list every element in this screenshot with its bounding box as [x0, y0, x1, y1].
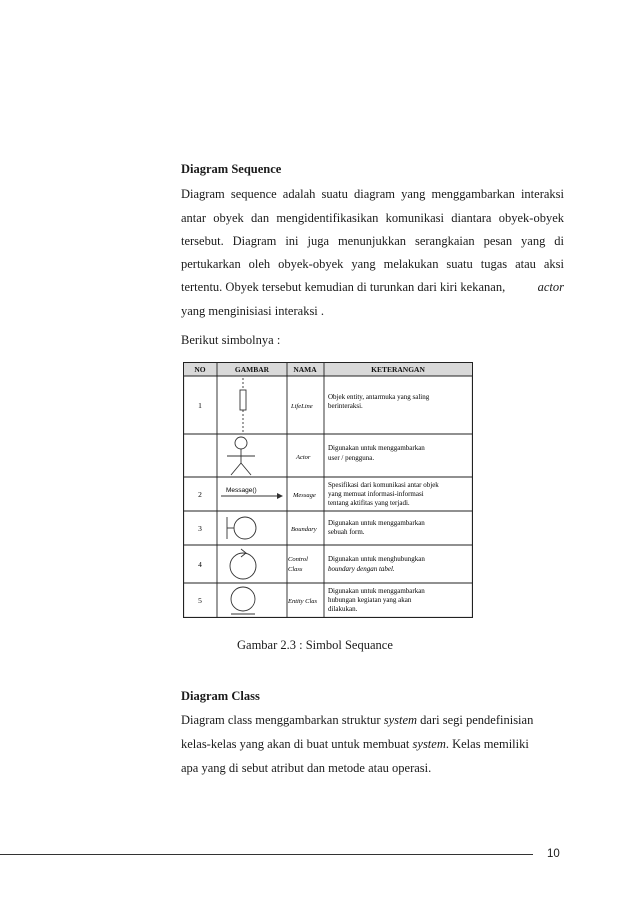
paragraph-line [181, 280, 564, 295]
row-no: 3 [198, 524, 202, 533]
section-heading-class: Diagram Class [181, 689, 260, 703]
paragraph-text: dari segi pendefinisian [420, 713, 534, 727]
paragraph-text: . Kelas memiliki [445, 737, 529, 751]
paragraph-line: pertukarkan oleh obyek-obyek yang melakukan suatu tugas atau aksi [181, 257, 564, 271]
col-header-gambar: GAMBAR [234, 365, 270, 374]
row-no: 5 [198, 596, 202, 605]
paragraph-text: kelas-kelas yang akan di buat untuk membuat [181, 737, 410, 751]
row-ket: Spesifikasi dari komunikasi antar objek [328, 481, 439, 489]
col-header-nama: NAMA [293, 365, 317, 374]
paragraph-line: Diagram sequence adalah suatu diagram yang menggambarkan interaksi [181, 187, 564, 201]
row-ket: yang memuat informasi-informasi [328, 490, 424, 498]
row-nama: Boundary [291, 526, 317, 533]
footer-divider [0, 854, 533, 855]
message-label: Message() [226, 487, 257, 494]
paragraph-italic-term: system [412, 737, 446, 751]
paragraph-italic-term: actor [537, 280, 564, 294]
paragraph-italic-term: system [383, 713, 418, 727]
symbol-table [183, 362, 473, 618]
paragraph-line [181, 737, 529, 752]
row-nama: Class [288, 566, 303, 573]
row-nama: Actor [296, 454, 311, 461]
row-ket: berinteraksi. [328, 402, 363, 410]
row-ket: dilakukan. [328, 605, 358, 613]
col-header-no: NO [194, 365, 206, 374]
row-no: 1 [198, 401, 202, 410]
row-ket: sebuah form. [328, 528, 365, 536]
paragraph-line [181, 713, 533, 728]
col-header-keterangan: KETERANGAN [371, 365, 425, 374]
paragraph-line: antar obyek dan mengidentifikasikan komunikasi diantara obyek-obyek [181, 211, 564, 225]
row-ket: tentang aktifitas yang terjadi. [328, 499, 410, 507]
row-nama: Message [293, 492, 316, 499]
paragraph-line: apa yang di sebut atribut dan metode atau operasi. [181, 761, 432, 775]
page-number: 10 [547, 848, 560, 860]
row-no: 2 [198, 490, 202, 499]
row-nama: LifeLine [291, 403, 313, 410]
row-ket: Digunakan untuk menggambarkan [328, 444, 425, 452]
paragraph-line: yang menginisiasi interaksi . [181, 304, 325, 318]
row-no: 4 [198, 560, 202, 569]
paragraph-line-text: tertentu. Obyek tersebut kemudian di turunkan dari kiri kekanan, [181, 280, 506, 294]
paragraph-line: tersebut. Diagram ini juga menunjukkan serangkaian pesan yang di [181, 234, 564, 248]
section-heading-sequence: Diagram Sequence [181, 162, 282, 176]
row-ket: Digunakan untuk menggambarkan [328, 587, 425, 595]
row-ket: Digunakan untuk menghubungkan [328, 555, 425, 563]
row-ket: Digunakan untuk menggambarkan [328, 519, 425, 527]
row-ket: boundary dengan tabel. [328, 565, 395, 573]
figure-caption: Gambar 2.3 : Simbol Sequance [237, 638, 393, 652]
row-ket: Objek entity, antarmuka yang saling [328, 393, 430, 401]
row-nama: Entity Clas [288, 598, 318, 605]
paragraph-text: Diagram class menggambarkan struktur [181, 713, 381, 727]
row-nama: Control [288, 556, 308, 563]
figure-intro: Berikut simbolnya : [181, 333, 281, 347]
row-ket: user / pengguna. [328, 454, 375, 462]
row-ket: hubungan kegiatan yang akan [328, 596, 412, 604]
